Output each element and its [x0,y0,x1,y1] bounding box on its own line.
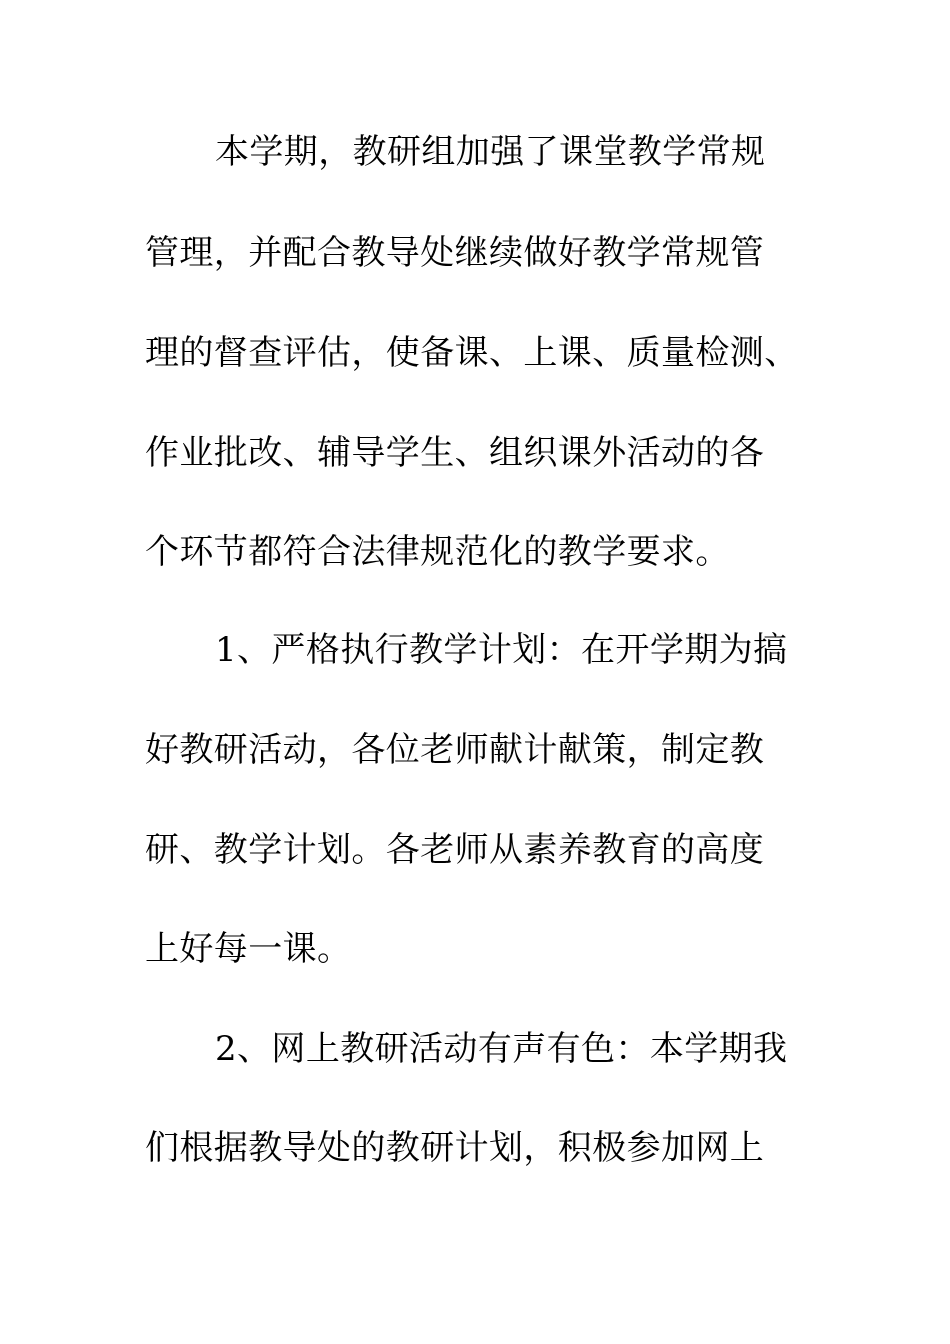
paragraph-2-line-1: 1、严格执行教学计划：在开学期为搞 [215,630,788,670]
paragraph-2-line-2: 好教研活动，各位老师献计献策，制定教 [145,730,765,770]
paragraph-1-line-3: 理的督查评估，使备课、上课、质量检测、 [145,333,799,373]
paragraph-3-line-1: 2、网上教研活动有声有色：本学期我 [215,1029,788,1069]
paragraph-2-line-3: 研、教学计划。各老师从素养教育的高度 [145,830,765,870]
paragraph-2-line-4: 上好每一课。 [145,929,352,969]
paragraph-1-line-2: 管理，并配合教导处继续做好教学常规管 [145,233,765,273]
paragraph-1-line-5: 个环节都符合法律规范化的教学要求。 [145,532,730,572]
paragraph-1-line-1: 本学期，教研组加强了课堂教学常规 [215,132,766,172]
paragraph-3-line-2: 们根据教导处的教研计划，积极参加网上 [145,1128,765,1168]
paragraph-1-line-4: 作业批改、辅导学生、组织课外活动的各 [145,433,765,473]
